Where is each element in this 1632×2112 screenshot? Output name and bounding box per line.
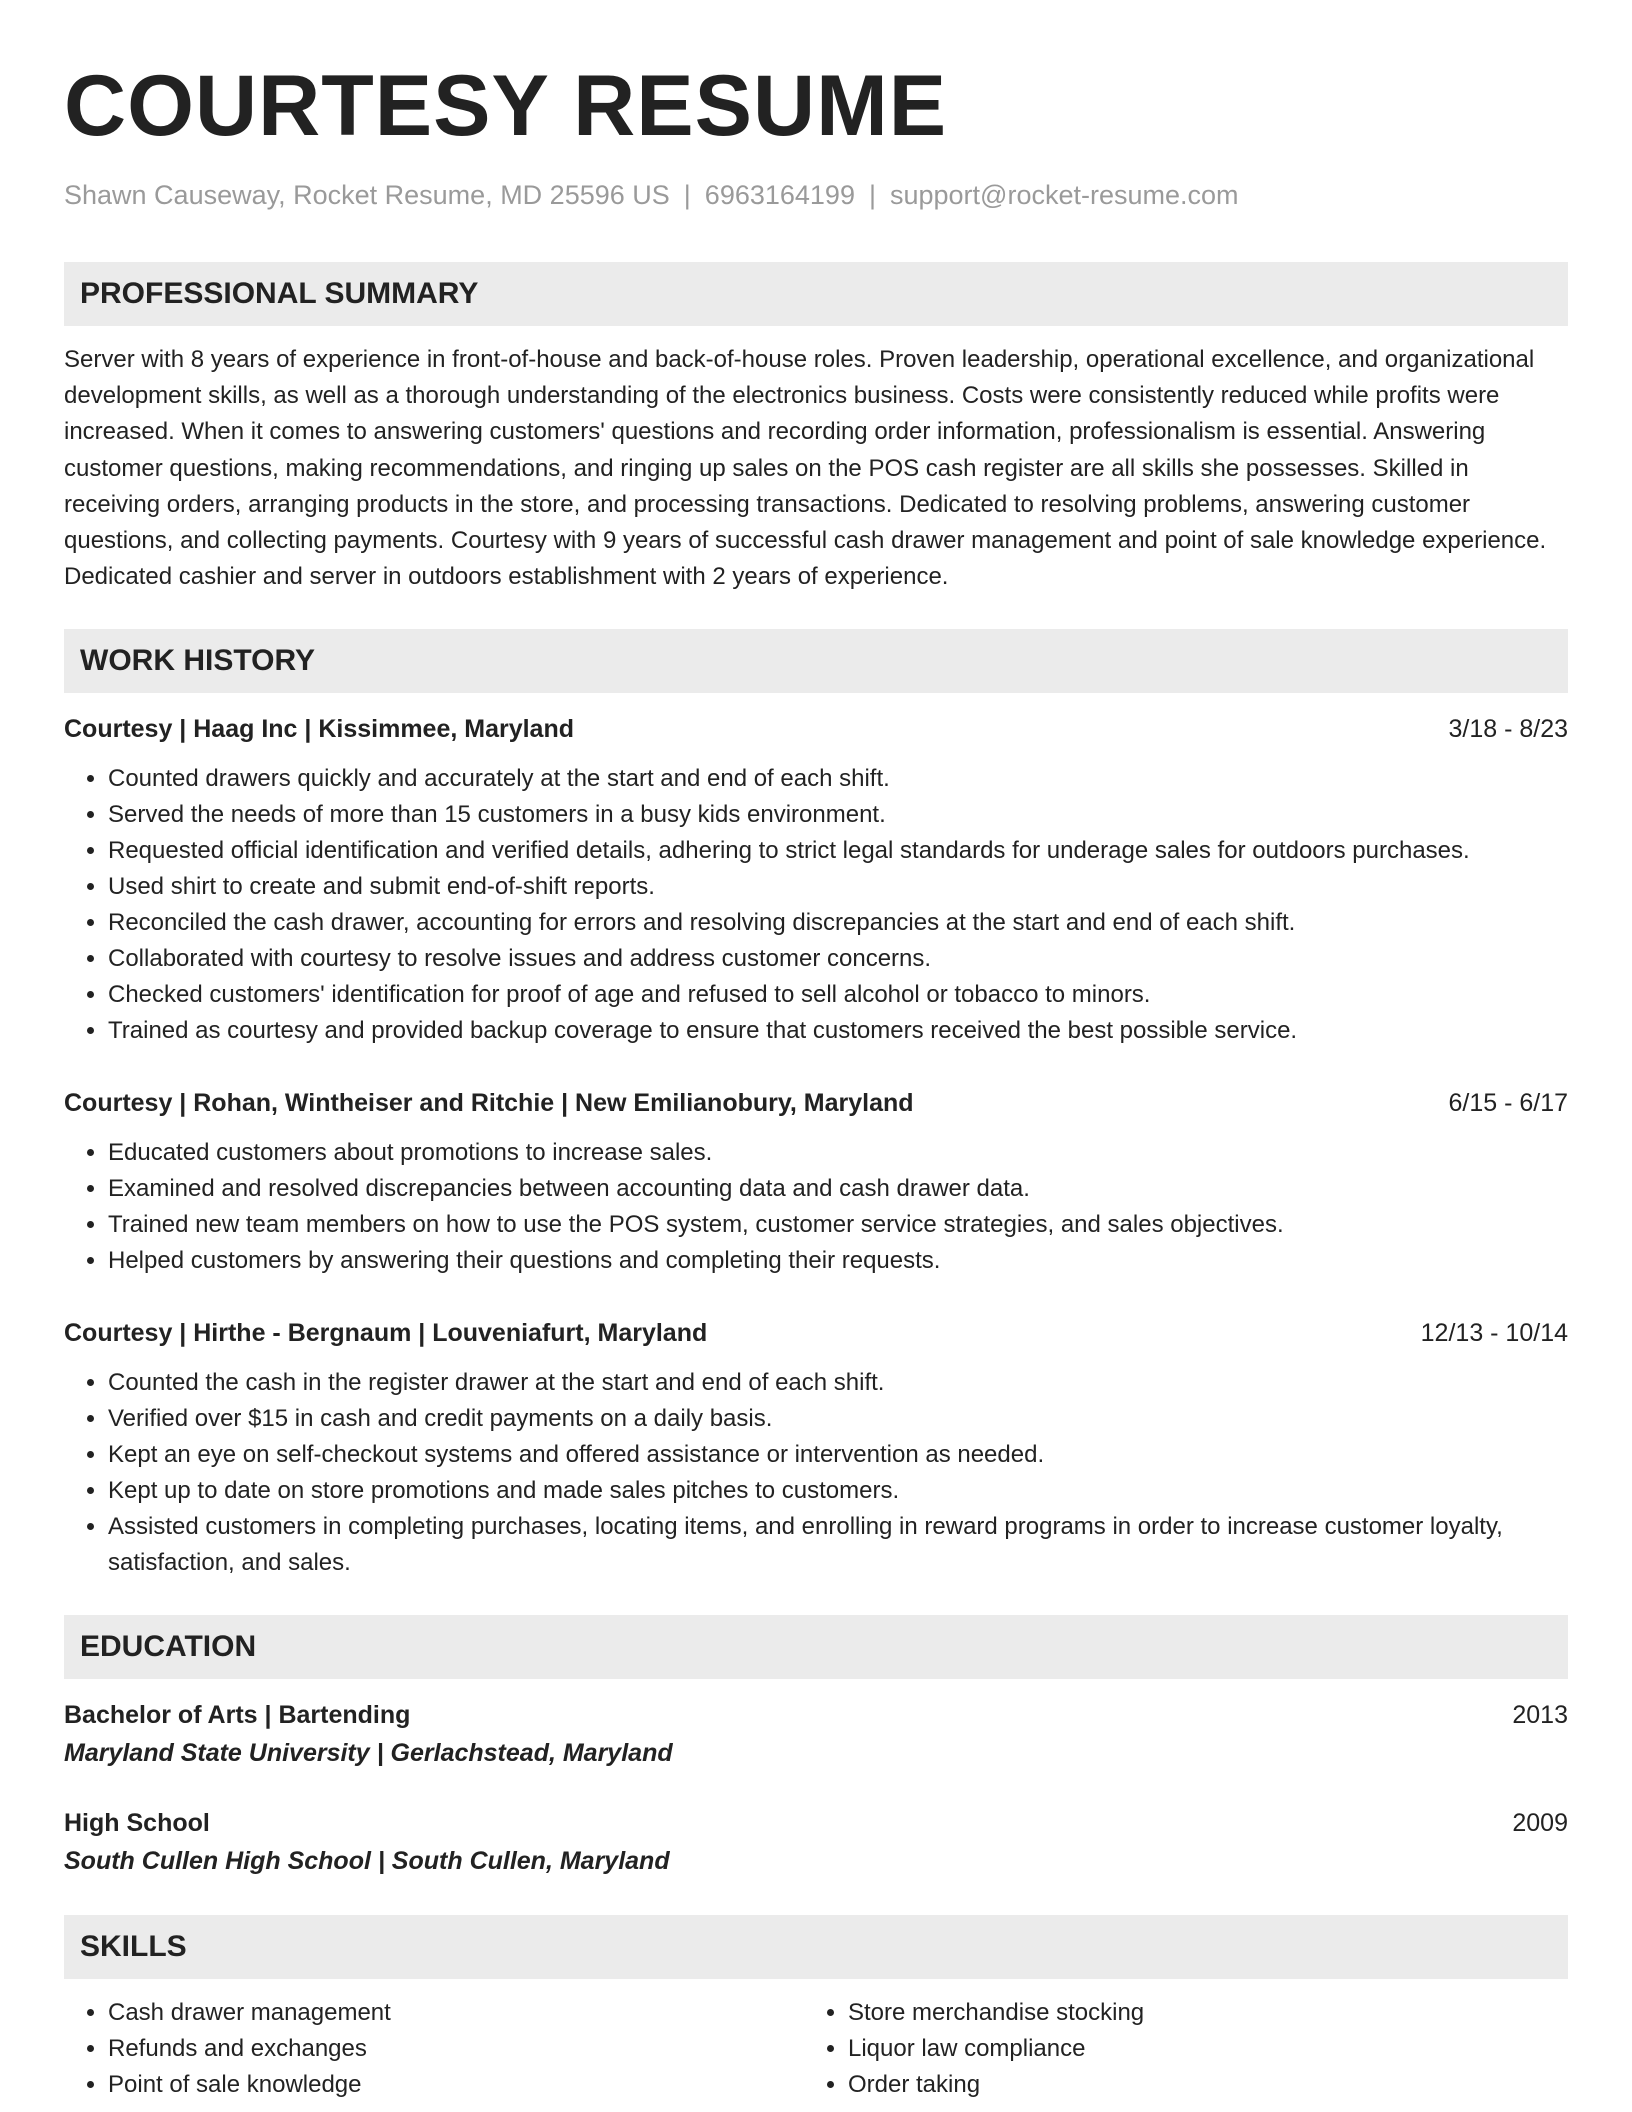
section-header-education: EDUCATION (64, 1615, 1568, 1679)
job-bullets (64, 1365, 1568, 1581)
job-entry (64, 1085, 1568, 1279)
skill-item: • Cash drawer management (108, 1995, 804, 2031)
job-bullet: • Reconciled the cash drawer, accounting for errors and resolving discrepancies at the start and end of each shift. (108, 905, 1568, 941)
skill-item: • Store merchandise stocking (848, 1995, 1544, 2031)
job-bullet: • Counted the cash in the register drawer at the start and end of each shift. (108, 1365, 1568, 1401)
skill-item: • Liquor law compliance (848, 2031, 1544, 2067)
contact-separator: | (868, 180, 876, 210)
contact-phone: 6963164199 (704, 180, 855, 210)
job-bullet: • Kept an eye on self-checkout systems and offered assistance or intervention as needed. (108, 1437, 1568, 1473)
job-bullets (64, 761, 1568, 1049)
job-bullet: • Requested official identification and verified details, adhering to strict legal standards for underage sales for outdoors purchases. (108, 833, 1568, 869)
summary-text: Server with 8 years of experience in front-of-house and back-of-house roles. Proven leadership, operational excellence, and organizational development skills, as well as a thorough understanding of the electronics business. Costs were consistently reduced while profits were increased. When it comes to answering customers' questions and recording order information, professionalism is essential. Answering customer questions, making recommendations, and ringing up sales on the POS cash register are all skills she possesses. Skilled in receiving orders, arranging products in the store, and processing transactions. Dedicated to resolving problems, answering customer questions, and collecting payments. Courtesy with 9 years of successful cash drawer management and point of sale knowledge experience. Dedicated cashier and server in outdoors establishment with 2 years of experience. (64, 346, 1547, 591)
section-header-skills: SKILLS (64, 1915, 1568, 1979)
skills-column-right (804, 1995, 1544, 2103)
resume-title: COURTESY RESUME (64, 58, 948, 154)
job-heading (64, 1315, 1568, 1351)
job-bullet: • Counted drawers quickly and accurately at the start and end of each shift. (108, 761, 1568, 797)
skill-item: • Refunds and exchanges (108, 2031, 804, 2067)
job-title: Courtesy | Hirthe - Bergnaum | Louveniafurt, Maryland (64, 1319, 708, 1348)
section-header-summary: PROFESSIONAL SUMMARY (64, 262, 1568, 326)
job-bullet: • Kept up to date on store promotions and made sales pitches to customers. (108, 1473, 1568, 1509)
education-entry (64, 1805, 1568, 1881)
job-title: Courtesy | Rohan, Wintheiser and Ritchie | New Emilianobury, Maryland (64, 1089, 914, 1118)
job-bullets (64, 1135, 1568, 1279)
contact-email: support@rocket-resume.com (889, 180, 1239, 210)
job-bullet: • Used shirt to create and submit end-of-shift reports. (108, 869, 1568, 905)
education-school: South Cullen High School | South Cullen, Maryland (64, 1847, 670, 1876)
education-year: 2009 (1512, 1809, 1568, 1838)
job-dates: 12/13 - 10/14 (1420, 1319, 1568, 1348)
job-bullet: • Trained as courtesy and provided backup coverage to ensure that customers received the best possible service. (108, 1013, 1568, 1049)
education-heading (64, 1805, 1568, 1841)
job-title: Courtesy | Haag Inc | Kissimmee, Maryland (64, 715, 574, 744)
job-entry (64, 711, 1568, 1049)
skill-item: • Order taking (848, 2067, 1544, 2103)
job-bullet: • Checked customers' identification for proof of age and refused to sell alcohol or tobacco to minors. (108, 977, 1568, 1013)
education-year: 2013 (1512, 1701, 1568, 1730)
job-bullet: • Examined and resolved discrepancies between accounting data and cash drawer data. (108, 1171, 1568, 1207)
job-heading (64, 1085, 1568, 1121)
contact-address: Shawn Causeway, Rocket Resume, MD 25596 US (64, 180, 670, 210)
job-dates: 6/15 - 6/17 (1448, 1089, 1568, 1118)
skill-item: • Point of sale knowledge (108, 2067, 804, 2103)
contact-separator: | (683, 180, 691, 210)
job-bullet: • Verified over $15 in cash and credit payments on a daily basis. (108, 1401, 1568, 1437)
skills-columns (64, 1995, 1568, 2103)
education-degree: Bachelor of Arts | Bartending (64, 1701, 411, 1730)
skills-column-left (64, 1995, 804, 2103)
job-bullet: • Trained new team members on how to use the POS system, customer service strategies, and sales objectives. (108, 1207, 1568, 1243)
job-entry (64, 1315, 1568, 1581)
section-header-work-history: WORK HISTORY (64, 629, 1568, 693)
education-school: Maryland State University | Gerlachstead, Maryland (64, 1739, 673, 1768)
job-heading (64, 711, 1568, 747)
contact-line (64, 178, 1568, 212)
education-heading (64, 1697, 1568, 1733)
job-bullet: • Served the needs of more than 15 customers in a busy kids environment. (108, 797, 1568, 833)
job-bullet: • Collaborated with courtesy to resolve issues and address customer concerns. (108, 941, 1568, 977)
job-bullet: • Helped customers by answering their questions and completing their requests. (108, 1243, 1568, 1279)
job-dates: 3/18 - 8/23 (1448, 715, 1568, 744)
education-entry (64, 1697, 1568, 1773)
education-degree: High School (64, 1809, 210, 1838)
job-bullet: • Educated customers about promotions to increase sales. (108, 1135, 1568, 1171)
job-bullet: • Assisted customers in completing purchases, locating items, and enrolling in reward programs in order to increase customer loyalty, satisfaction, and sales. (108, 1509, 1568, 1581)
